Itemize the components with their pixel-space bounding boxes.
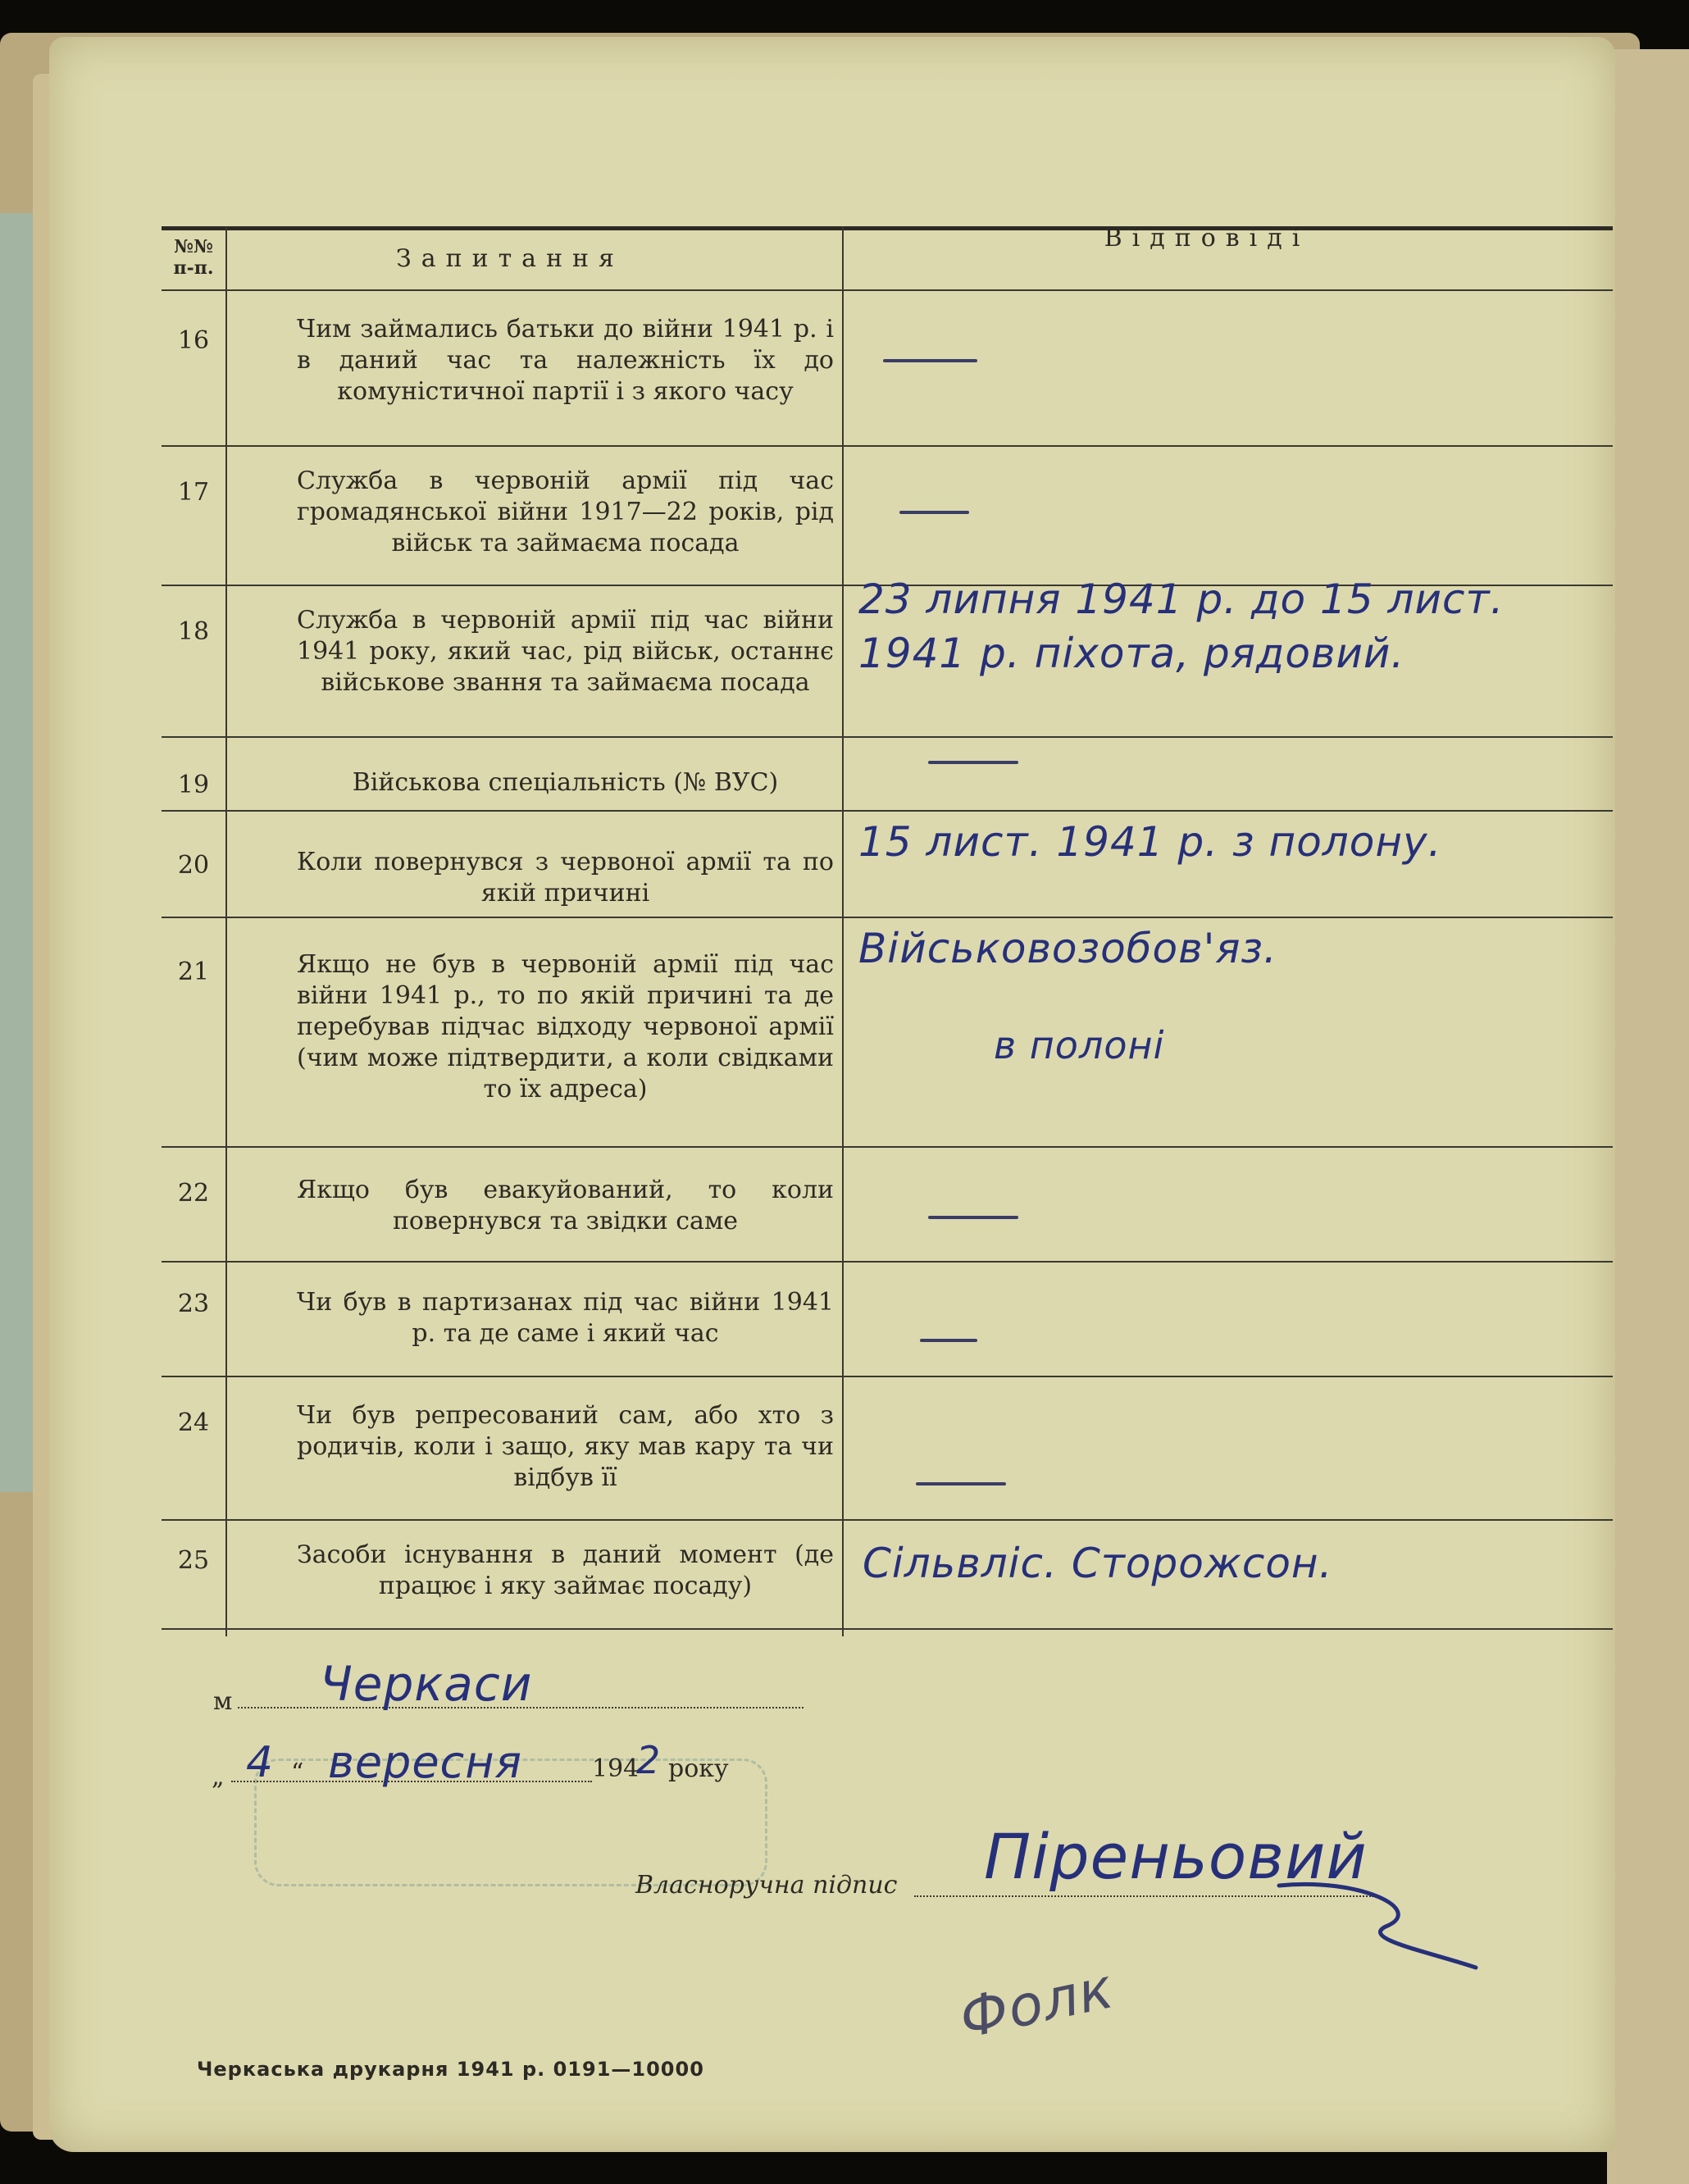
row-number: 24 bbox=[177, 1408, 210, 1437]
city-handwritten: Черкаси bbox=[320, 1656, 533, 1712]
row-number: 22 bbox=[177, 1179, 210, 1208]
row-question: Засоби існування в даний момент (де працює і яку займає посаду) bbox=[297, 1540, 834, 1600]
date-open-quote: „ bbox=[212, 1763, 225, 1791]
signature-label: Власноручна підпис bbox=[635, 1871, 898, 1900]
row-answer-handwritten: Військовозобов'яз. bbox=[858, 925, 1277, 972]
row-divider bbox=[162, 1261, 1613, 1263]
date-month: вересня bbox=[328, 1736, 523, 1788]
row-divider bbox=[162, 1519, 1613, 1521]
row-answer-dash bbox=[899, 511, 969, 514]
header-number: №№ п-п. bbox=[173, 236, 214, 279]
row-divider bbox=[162, 1376, 1613, 1377]
row-answer-dash bbox=[928, 1216, 1018, 1219]
row-divider bbox=[162, 917, 1613, 918]
row-answer-handwritten-second: в полоні bbox=[994, 1023, 1165, 1067]
row-answer-dash bbox=[916, 1482, 1006, 1486]
city-prefix: м bbox=[213, 1687, 233, 1716]
column-separator-num bbox=[225, 226, 227, 1636]
row-number: 25 bbox=[177, 1546, 210, 1575]
row-divider bbox=[162, 1146, 1613, 1148]
table-bottom-line bbox=[162, 1628, 1613, 1630]
row-number: 23 bbox=[177, 1290, 210, 1318]
row-question: Військова спеціальність (№ ВУС) bbox=[352, 768, 779, 797]
row-answer-dash bbox=[928, 761, 1018, 764]
column-separator-answer bbox=[842, 226, 844, 1636]
date-close-quote: “ bbox=[291, 1759, 304, 1787]
header-questions: Запитання bbox=[396, 244, 624, 273]
row-question: Служба в червоній армії під час громадянської війни 1917—22 років, рід військ та займаєма посада bbox=[297, 466, 834, 557]
signature-handwritten: Піреньовий bbox=[984, 1820, 1368, 1893]
row-number: 16 bbox=[177, 326, 210, 355]
row-answer-dash bbox=[883, 359, 977, 362]
row-answer-handwritten: Сільвліс. Сторожсон. bbox=[863, 1540, 1333, 1587]
row-answer-dash bbox=[920, 1339, 977, 1342]
pencil-note: Фолк bbox=[954, 1956, 1119, 2052]
questionnaire-table bbox=[162, 179, 1613, 1634]
adjacent-page bbox=[1607, 49, 1689, 2184]
row-divider bbox=[162, 736, 1613, 738]
row-question: Якщо не був в червоній армії під час війни 1941 р., то по якій причині та де перебував підчас відходу червоної армії (чим може підтвердити, а коли свідками то їх адреса) bbox=[297, 950, 834, 1103]
row-number: 17 bbox=[177, 478, 210, 507]
header-bottom-line bbox=[162, 289, 1613, 291]
row-divider bbox=[162, 810, 1613, 812]
header-answers: Відповіді bbox=[1104, 224, 1310, 253]
row-question: Коли повернувся з червоної армії та по якій причині bbox=[297, 848, 834, 908]
printer-imprint: Черкаська друкарня 1941 р. 0191—10000 bbox=[197, 2058, 704, 2081]
signature-flourish bbox=[1263, 1861, 1492, 1984]
row-question: Служба в червоній армії під час війни 1941 року, який час, рід військ, останнє військове звання та займаєма посада bbox=[297, 606, 834, 697]
row-question: Чи був в партизанах під час війни 1941 р. та де саме і який час bbox=[297, 1288, 834, 1348]
row-question: Якщо був евакуйований, то коли повернувся та звідки саме bbox=[297, 1176, 834, 1235]
date-day: 4 bbox=[246, 1738, 275, 1787]
row-question: Чи був репресований сам, або хто з родичів, коли і защо, яку мав кару та чи відбув її bbox=[297, 1401, 834, 1492]
row-number: 20 bbox=[177, 851, 210, 880]
row-divider bbox=[162, 445, 1613, 447]
date-year-handwritten: 2 bbox=[636, 1738, 662, 1782]
row-number: 18 bbox=[177, 617, 210, 646]
date-year-printed: 194 bbox=[592, 1754, 640, 1783]
row-number: 19 bbox=[177, 771, 210, 799]
row-answer-handwritten: 23 липня 1941 р. до 15 лист. 1941 р. піхота, рядовий. bbox=[858, 576, 1505, 677]
row-number: 21 bbox=[177, 958, 210, 986]
date-year-suffix: року bbox=[668, 1754, 729, 1783]
row-answer-handwritten: 15 лист. 1941 р. з полону. bbox=[858, 818, 1442, 866]
row-question: Чим займались батьки до війни 1941 р. і в даний час та належність їх до комуністичної партії і з якого часу bbox=[297, 315, 834, 406]
